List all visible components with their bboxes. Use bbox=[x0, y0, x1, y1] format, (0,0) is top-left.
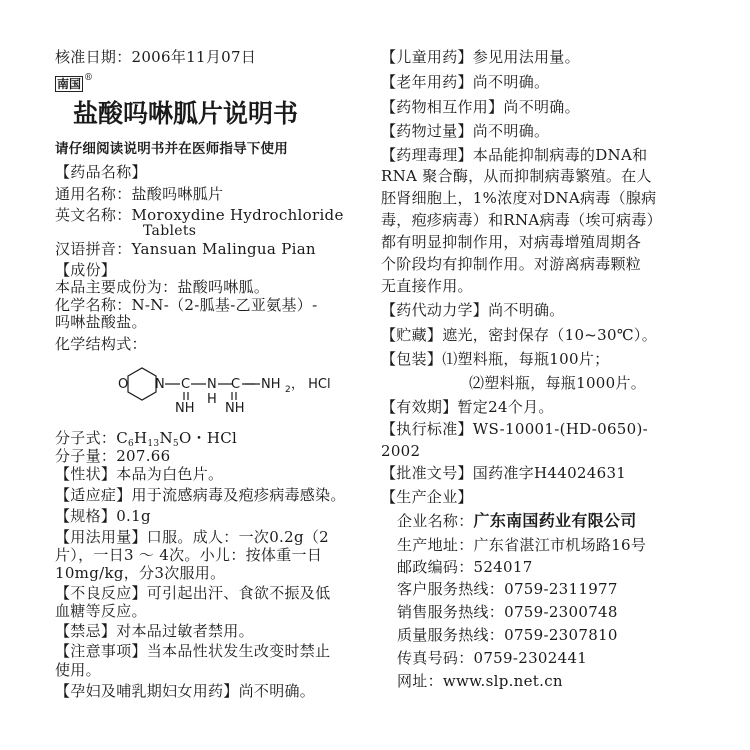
section-heading-drug-name: 【药品名称】 bbox=[55, 163, 147, 181]
company-name-label: 企业名称： bbox=[397, 512, 474, 530]
postcode: 邮政编码：524017 bbox=[397, 558, 533, 576]
hcl-salt: ， HCl bbox=[291, 377, 331, 392]
atom-n2: N bbox=[207, 377, 217, 392]
sales-hotline: 销售服务热线：0759-2300748 bbox=[397, 603, 618, 621]
production-address: 生产地址：广东省湛江市机场路16号 bbox=[397, 536, 647, 554]
section-contraindications: 【禁忌】对本品过敏者禁用。 bbox=[55, 622, 254, 640]
pharmacology-line-5: 都有明显抑制作用，对病毒增殖周期各 bbox=[381, 233, 642, 251]
atom-nh2: NH bbox=[261, 377, 281, 392]
registered-mark: ® bbox=[84, 73, 94, 83]
chemical-structure bbox=[55, 356, 345, 416]
section-package: 【包装】⑴塑料瓶，每瓶100片； bbox=[381, 350, 610, 368]
page-title: 盐酸吗啉胍片说明书 bbox=[73, 99, 299, 128]
fax-number: 传真号码：0759-2302441 bbox=[397, 649, 588, 667]
chemical-name: 化学名称：N-N-（2-胍基-乙亚氨基）- bbox=[55, 296, 318, 314]
dosage-line-2: 片），一日3 ～ 4次。小儿：按体重一日 bbox=[55, 546, 323, 564]
atom-n1: N bbox=[155, 377, 165, 392]
pharmacology-line-2: RNA 聚合酶，从而抑制病毒繁殖。在人 bbox=[381, 167, 652, 185]
atom-c1: C bbox=[181, 377, 191, 392]
pharmacology-line-4: 毒，疱疹病毒）和RNA病毒（埃可病毒） bbox=[381, 211, 662, 229]
section-precautions: 【注意事项】当本品性状发生改变时禁止 bbox=[55, 642, 331, 660]
adverse-line-2: 血糖等反应。 bbox=[55, 602, 147, 620]
section-storage: 【贮藏】遮光，密封保存（10~30℃）。 bbox=[381, 326, 658, 344]
section-approval-number: 【批准文号】国药准字H44024631 bbox=[381, 464, 627, 482]
pharmacology-line-6: 个阶段均有抑制作用。对游离病毒颗粒 bbox=[381, 255, 642, 273]
section-manufacturer: 【生产企业】 bbox=[381, 488, 473, 506]
generic-name: 通用名称：盐酸吗啉胍片 bbox=[55, 185, 224, 203]
atom-c2: C bbox=[231, 377, 241, 392]
section-pediatric: 【儿童用药】参见用法用量。 bbox=[381, 48, 580, 66]
brand-logo: 南国 bbox=[57, 77, 82, 91]
section-heading-composition: 【成份】 bbox=[55, 261, 117, 279]
page-subtitle: 请仔细阅读说明书并在医师指导下使用 bbox=[55, 141, 288, 157]
section-overdose: 【药物过量】尚不明确。 bbox=[381, 122, 550, 140]
main-ingredient: 本品主要成份为：盐酸吗啉胍。 bbox=[55, 278, 270, 296]
section-pharmacokinetics: 【药代动力学】尚不明确。 bbox=[381, 301, 565, 319]
standard-line-2: 2002 bbox=[381, 442, 421, 460]
website: 网址：www.slp.net.cn bbox=[397, 672, 563, 690]
atom-nh2-sub: 2 bbox=[285, 385, 291, 395]
atom-nh-left: NH bbox=[175, 401, 195, 416]
section-interactions: 【药物相互作用】尚不明确。 bbox=[381, 98, 580, 116]
company-name: 广东南国药业有限公司 bbox=[473, 511, 637, 530]
section-geriatric: 【老年用药】尚不明确。 bbox=[381, 73, 550, 91]
package-line-2: ⑵塑料瓶，每瓶1000片。 bbox=[469, 374, 647, 392]
english-name: 英文名称：Moroxydine Hydrochloride bbox=[55, 206, 344, 224]
atom-h: H bbox=[207, 392, 217, 407]
dosage-line-3: 10mg/kg，分3次服用。 bbox=[55, 564, 226, 582]
pharmacology-line-3: 胚肾细胞上，1%浓度对DNA病毒（腺病 bbox=[381, 189, 657, 207]
chemical-name-cont: 吗啉盐酸盐。 bbox=[55, 313, 147, 331]
brand-mark bbox=[55, 73, 93, 92]
section-pharmacology: 【药理毒理】本品能抑制病毒的DNA和 bbox=[381, 146, 648, 164]
structure-label: 化学结构式： bbox=[55, 335, 147, 353]
section-description: 【性状】本品为白色片。 bbox=[55, 465, 224, 483]
pharmacology-line-7: 无直接作用。 bbox=[381, 277, 473, 295]
company-row bbox=[397, 510, 637, 532]
approval-date: 核准日期：2006年11月07日 bbox=[55, 48, 257, 66]
section-adverse: 【不良反应】可引起出汗、食欲不振及低 bbox=[55, 584, 331, 602]
molecular-weight: 分子量：207.66 bbox=[55, 447, 171, 465]
morpholine-ring bbox=[128, 368, 156, 400]
precautions-line-2: 使用。 bbox=[55, 661, 101, 679]
atom-nh-right: NH bbox=[225, 401, 245, 416]
quality-hotline: 质量服务热线：0759-2307810 bbox=[397, 626, 618, 644]
customer-service-hotline: 客户服务热线：0759-2311977 bbox=[397, 580, 618, 598]
pinyin-name: 汉语拼音：Yansuan Malingua Pian bbox=[55, 240, 316, 258]
atom-o: O bbox=[118, 377, 129, 392]
section-specification: 【规格】0.1g bbox=[55, 507, 151, 525]
section-dosage: 【用法用量】口服。成人：一次0.2g（2 bbox=[55, 528, 330, 546]
section-indications: 【适应症】用于流感病毒及疱疹病毒感染。 bbox=[55, 486, 346, 504]
section-standard: 【执行标准】WS-10001-(HD-0650)- bbox=[381, 420, 648, 438]
english-name-cont: Tablets bbox=[143, 223, 197, 239]
section-pregnancy: 【孕妇及哺乳期妇女用药】尚不明确。 bbox=[55, 682, 316, 700]
section-validity: 【有效期】暂定24个月。 bbox=[381, 398, 554, 416]
molecular-formula: 分子式：$C_6H_{13}N_5O$・HCl bbox=[55, 429, 238, 449]
